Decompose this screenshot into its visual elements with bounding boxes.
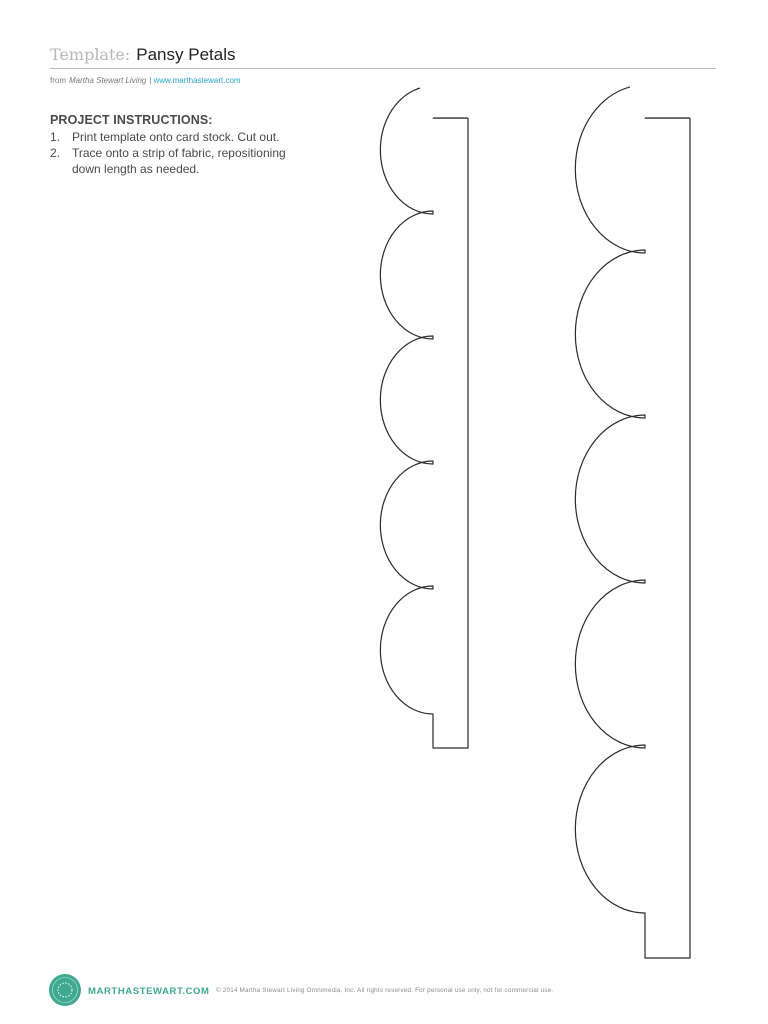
step-number: 2. bbox=[50, 146, 61, 160]
source-prefix: from bbox=[50, 76, 66, 85]
martha-stewart-seal-icon bbox=[48, 973, 82, 1007]
copyright-notice: © 2014 Martha Stewart Living Omnimedia, Inc. All rights reserved. For personal use only, not for commercial use. bbox=[216, 987, 554, 994]
top-mask-small bbox=[420, 80, 480, 118]
top-mask-large bbox=[630, 78, 700, 118]
source-link[interactable]: www.marthastewart.com bbox=[153, 76, 241, 85]
footer-brand[interactable] bbox=[88, 986, 210, 997]
step-number: 1. bbox=[50, 130, 61, 144]
small-petal-strip bbox=[380, 86, 468, 748]
step-text: Print template onto card stock. Cut out. bbox=[72, 130, 280, 144]
large-petal-strip bbox=[575, 85, 690, 958]
brand-bold: MARTHA bbox=[88, 986, 133, 997]
instructions-heading: PROJECT INSTRUCTIONS: bbox=[50, 113, 213, 127]
brand-rest: STEWART.COM bbox=[132, 986, 210, 997]
title-prefix: Template: bbox=[50, 45, 131, 64]
template-name: Pansy Petals bbox=[136, 45, 236, 64]
source-separator: | bbox=[149, 76, 152, 85]
page-footer bbox=[48, 973, 728, 1009]
step-text: Trace onto a strip of fabric, repositioning down length as needed. bbox=[72, 146, 286, 176]
source-brand: Martha Stewart Living bbox=[69, 76, 147, 85]
